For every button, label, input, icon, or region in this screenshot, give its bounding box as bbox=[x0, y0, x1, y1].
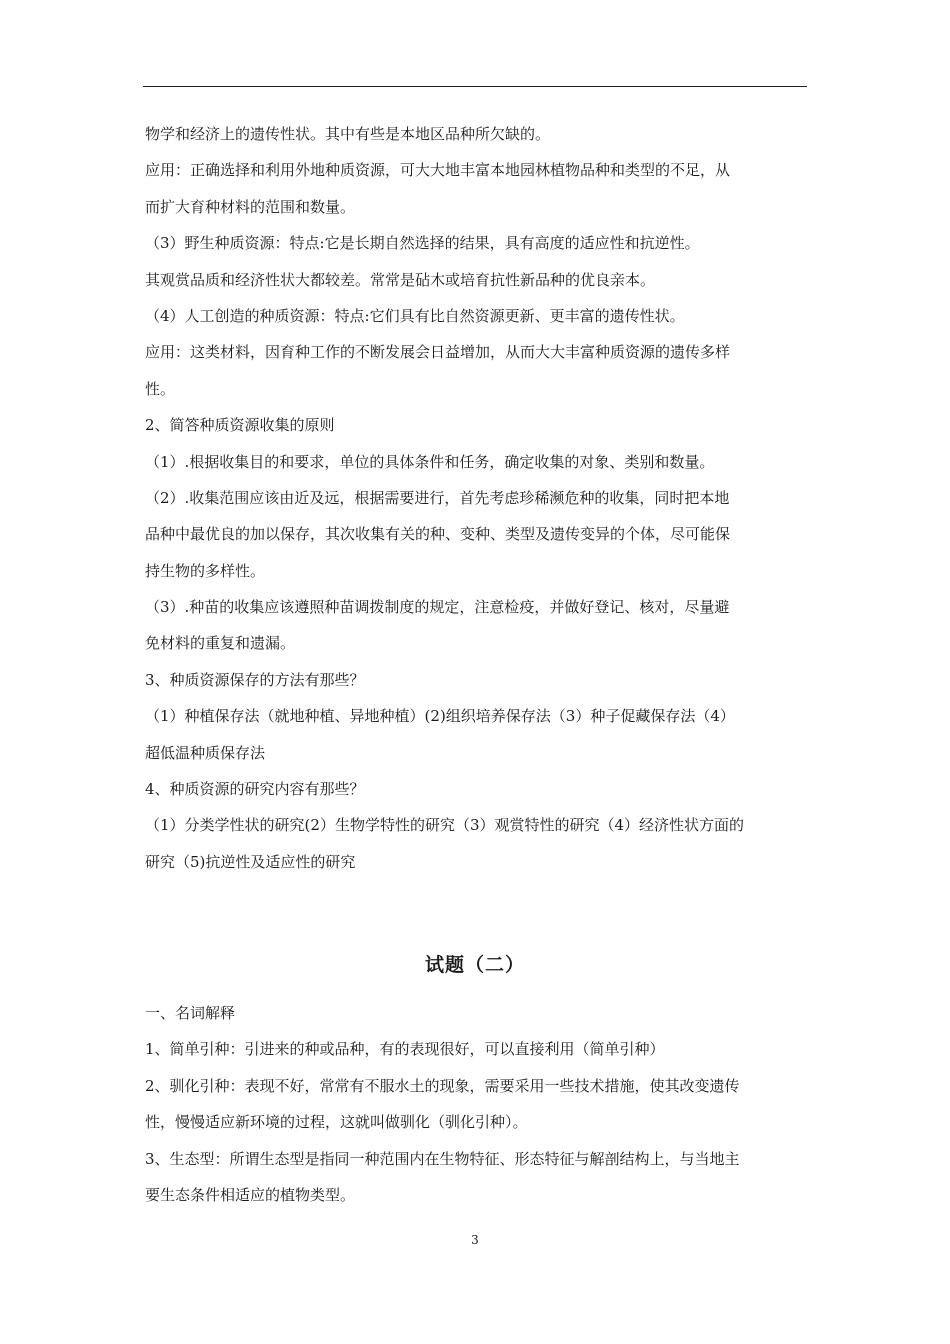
text-line: （1）.根据收集目的和要求，单位的具体条件和任务，确定收集的对象、类别和数量。 bbox=[145, 452, 715, 471]
text-line: 品种中最优良的加以保存，其次收集有关的种、变种、类型及遗传变异的个体，尽可能保 bbox=[145, 525, 731, 544]
text-line: 3、种质资源保存的方法有那些？ bbox=[145, 670, 365, 689]
text-line: 超低温种质保存法 bbox=[145, 743, 266, 762]
text-line: 2、驯化引种：表现不好，常常有不服水土的现象，需要采用一些技术措施，使其改变遗传 bbox=[145, 1076, 740, 1095]
text-line: 2、简答种质资源收集的原则 bbox=[145, 416, 335, 435]
text-line: 免材料的重复和遗漏。 bbox=[145, 634, 296, 653]
text-line: 而扩大育种材料的范围和数量。 bbox=[145, 197, 356, 216]
section-title: 试题（二） bbox=[424, 954, 525, 976]
text-line: 其观赏品质和经济性状大都较差。常常是砧木或培育抗性新品种的优良亲本。 bbox=[145, 270, 656, 289]
text-line: 应用：这类材料，因育种工作的不断发展会日益增加，从而大大丰富种质资源的遗传多样 bbox=[145, 343, 731, 362]
text-line: 持生物的多样性。 bbox=[145, 561, 266, 580]
text-line: 1、简单引种：引进来的种或品种，有的表现很好，可以直接利用（简单引种） bbox=[145, 1040, 665, 1059]
text-line: 研究（5)抗逆性及适应性的研究 bbox=[145, 852, 356, 871]
text-line: （3）野生种质资源：特点:它是长期自然选择的结果，具有高度的适应性和抗逆性。 bbox=[145, 234, 700, 253]
text-line: （1）种植保存法（就地种植、异地种植）(2)组织培养保存法（3）种子促藏保存法（4） bbox=[145, 707, 735, 726]
text-line: 3、生态型：所谓生态型是指同一种范围内在生物特征、形态特征与解剖结构上，与当地主 bbox=[145, 1149, 740, 1168]
header-rule bbox=[143, 86, 807, 87]
text-line: （4）人工创造的种质资源：特点:它们具有比自然资源更新、更丰富的遗传性状。 bbox=[145, 306, 685, 325]
text-line: 4、种质资源的研究内容有那些？ bbox=[145, 780, 365, 799]
page-number: 3 bbox=[471, 1233, 479, 1247]
text-line: 性，慢慢适应新环境的过程，这就叫做驯化（驯化引种）。 bbox=[145, 1113, 528, 1132]
text-line: 物学和经济上的遗传性状。其中有些是本地区品种所欠缺的。 bbox=[145, 125, 551, 143]
text-line: 应用：正确选择和利用外地种质资源，可大大地丰富本地园林植物品种和类型的不足，从 bbox=[145, 161, 731, 180]
text-line: 性。 bbox=[145, 379, 176, 398]
text-line: （3）.种苗的收集应该遵照种苗调拨制度的规定，注意检疫，并做好登记、核对，尽量避 bbox=[145, 598, 730, 617]
text-line: （2）.收集范围应该由近及远，根据需要进行，首先考虑珍稀濒危种的收集，同时把本地 bbox=[145, 488, 730, 507]
text-line: 要生态条件相适应的植物类型。 bbox=[145, 1185, 356, 1204]
text-line: 一、名词解释 bbox=[145, 1004, 236, 1022]
body-text-upper bbox=[145, 124, 809, 872]
text-line: （1）分类学性状的研究(2）生物学特性的研究（3）观赏特性的研究（4）经济性状方面的 bbox=[145, 816, 745, 835]
body-text-lower bbox=[145, 1003, 809, 1205]
